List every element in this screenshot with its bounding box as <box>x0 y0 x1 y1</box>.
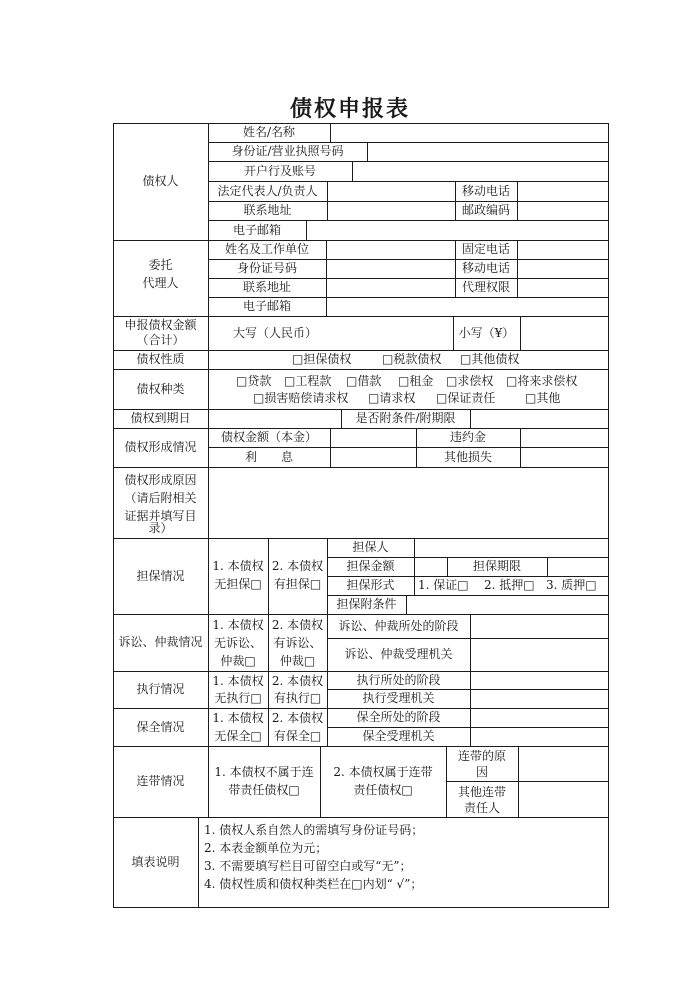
nature-label: 债权性质 <box>136 352 185 366</box>
joint-opt1-line-2[interactable]: 带责任债权□ <box>228 782 300 797</box>
guarantee-conditions-label: 担保附条件 <box>336 597 397 611</box>
preservation-opt1-line-1[interactable]: 1. 本债权 <box>212 710 264 725</box>
creditor-name-label: 姓名/名称 <box>242 125 296 139</box>
cause-input[interactable] <box>208 467 609 539</box>
litigation-opt1-line-1[interactable]: 1. 本债权 <box>212 617 264 632</box>
creditor-postcode-label: 邮政编码 <box>461 203 510 217</box>
kind-option-row2-0[interactable]: □损害赔偿请求权 <box>253 391 349 405</box>
guarantee-period-input[interactable] <box>547 557 609 577</box>
litigation-opt2-line-3[interactable]: 仲裁□ <box>279 653 316 668</box>
instructions-label: 填表说明 <box>131 854 180 869</box>
preservation-opt2-line-2[interactable]: 有保全□ <box>273 728 322 743</box>
litigation-opt2-line-2[interactable]: 有诉讼、 <box>273 635 322 650</box>
cause-label-line-0: 债权形成原因 <box>124 473 197 487</box>
joint-other-label-line-2: 责任人 <box>463 800 500 815</box>
instructions-item-1: 1. 债权人系自然人的需填写身份证号码； <box>204 822 424 837</box>
guarantee-amount-input[interactable] <box>414 557 448 577</box>
formation-interest-input[interactable] <box>330 447 417 468</box>
agent-phone-input[interactable] <box>517 240 609 260</box>
guarantee-opt1-line-1[interactable]: 1. 本债权 <box>212 558 264 573</box>
cause-label-line-3: 录） <box>148 521 173 535</box>
execution-stage-input[interactable] <box>470 671 609 690</box>
execution-opt1-line-2[interactable]: 无执行□ <box>214 691 262 705</box>
litigation-agency-input[interactable] <box>470 638 609 672</box>
kind-option-row1-3[interactable]: □租金 <box>398 374 434 388</box>
creditor-mobile-input[interactable] <box>517 181 609 202</box>
joint-opt1-line-1[interactable]: 1. 本债权不属于连 <box>214 764 314 779</box>
kind-option-row1-2[interactable]: □借款 <box>346 374 382 388</box>
preservation-opt1-line-2[interactable]: 无保全□ <box>214 728 262 743</box>
guarantee-form-label: 担保形式 <box>346 578 395 592</box>
guarantee-period-label: 担保期限 <box>472 559 521 573</box>
due-label: 债权到期日 <box>130 411 191 425</box>
guarantee-form-option-1[interactable]: 2. 抵押□ <box>484 578 535 592</box>
litigation-opt1-line-2[interactable]: 无诉讼、 <box>213 635 262 650</box>
guarantee-form-option-2[interactable]: 3. 质押□ <box>546 578 597 592</box>
kind-label: 债权种类 <box>136 381 185 396</box>
formation-other-loss-input[interactable] <box>520 447 609 468</box>
agent-email-input[interactable] <box>326 297 609 317</box>
creditor-email-label: 电子邮箱 <box>232 222 281 237</box>
guarantee-opt1-line-2[interactable]: 无担保□ <box>214 576 262 591</box>
agent-email-label: 电子邮箱 <box>242 299 291 313</box>
agent-id-label: 身份证号码 <box>236 261 297 275</box>
agent-address-input[interactable] <box>326 278 456 298</box>
creditor-section-label: 债权人 <box>142 174 179 188</box>
guarantee-opt2-line-2[interactable]: 有担保□ <box>273 576 322 591</box>
instructions-item-4: 4. 债权性质和债权种类栏在□内划“ √”； <box>204 876 423 891</box>
joint-reason-input[interactable] <box>518 746 609 782</box>
agent-authority-input[interactable] <box>517 278 609 298</box>
creditor-mobile-label: 移动电话 <box>461 183 510 198</box>
creditor-id-label: 身份证/营业执照号码 <box>231 144 344 158</box>
agent-section-label-1: 委托 <box>148 257 173 272</box>
due-input[interactable] <box>208 409 342 429</box>
preservation-label: 保全情况 <box>136 719 185 734</box>
guarantee-form-option-0[interactable]: 1. 保证□ <box>418 578 469 592</box>
agent-authority-label: 代理权限 <box>461 280 510 294</box>
litigation-stage-label: 诉讼、仲裁所处的阶段 <box>338 618 459 633</box>
joint-reason-label-line-1: 连带的原 <box>457 748 506 763</box>
creditor-id-input[interactable] <box>367 142 609 162</box>
agent-phone-label: 固定电话 <box>461 242 510 256</box>
litigation-agency-label: 诉讼、仲裁受理机关 <box>344 647 453 661</box>
creditor-postcode-input[interactable] <box>517 201 609 221</box>
joint-opt2-line-1[interactable]: 2. 本债权属于连带 <box>333 764 433 779</box>
cause-label-line-2: 证据并填写目 <box>124 509 197 523</box>
due-condition-label: 是否附条件/附期限 <box>355 411 456 425</box>
agent-name-label: 姓名及工作单位 <box>224 242 309 256</box>
joint-label: 连带情况 <box>136 774 185 788</box>
agent-mobile-label: 移动电话 <box>461 261 510 275</box>
execution-opt1-line-1[interactable]: 1. 本债权 <box>212 673 264 688</box>
joint-other-label-line-1: 其他连带 <box>457 784 506 799</box>
formation-other-loss-label: 其他损失 <box>443 449 492 464</box>
guarantor-label: 担保人 <box>352 540 389 554</box>
guarantee-amount-label: 担保金额 <box>346 559 395 573</box>
execution-agency-input[interactable] <box>470 689 609 709</box>
execution-label: 执行情况 <box>136 682 185 696</box>
kind-option-row1-4[interactable]: □求偿权 <box>446 374 494 388</box>
amount-label-line-2: （合计） <box>136 333 185 347</box>
joint-reason-label-line-2: 因 <box>475 764 488 779</box>
kind-option-row1-5[interactable]: □将来求偿权 <box>506 374 578 388</box>
kind-option-row2-2[interactable]: □保证责任 <box>436 391 496 405</box>
agent-name-input[interactable] <box>326 240 456 260</box>
formation-penalty-label: 违约金 <box>449 430 486 444</box>
nature-option-0[interactable]: □担保债权 <box>292 352 352 366</box>
kind-option-row1-0[interactable]: □贷款 <box>236 374 272 388</box>
kind-option-row2-3[interactable]: □其他 <box>525 391 561 405</box>
guarantee-label: 担保情况 <box>136 568 185 583</box>
instructions-item-3: 3. 不需要填写栏目可留空白或写“无”； <box>204 858 412 873</box>
kind-option-row2-1[interactable]: □请求权 <box>368 391 416 405</box>
preservation-stage-label: 保全所处的阶段 <box>356 710 441 724</box>
guarantor-input[interactable] <box>414 538 609 558</box>
guarantee-conditions-input[interactable] <box>406 595 609 615</box>
amount-label-line-1: 申报债权金额 <box>124 318 197 332</box>
creditor-legal-rep-label: 法定代表人/负责人 <box>217 183 318 198</box>
agent-mobile-input[interactable] <box>517 259 609 279</box>
litigation-opt1-line-3[interactable]: 仲裁□ <box>220 653 256 668</box>
execution-opt2-line-1[interactable]: 2. 本债权 <box>271 673 324 688</box>
amount-lower-input[interactable] <box>520 316 609 351</box>
amount-upper-label: 大写（人民币） <box>232 325 317 340</box>
creditor-bank-input[interactable] <box>352 161 609 182</box>
litigation-stage-input[interactable] <box>470 614 609 639</box>
kind-option-row1-1[interactable]: □工程款 <box>284 374 332 388</box>
joint-other-input[interactable] <box>518 781 609 818</box>
guarantee-opt2-line-1[interactable]: 2. 本债权 <box>271 558 324 573</box>
preservation-agency-label: 保全受理机关 <box>362 729 435 743</box>
nature-option-1[interactable]: □税款债权 <box>382 352 442 366</box>
formation-interest-label: 利 息 <box>244 449 293 464</box>
joint-opt2-line-2[interactable]: 责任债权□ <box>353 782 413 797</box>
preservation-stage-input[interactable] <box>470 708 609 728</box>
agent-section-label-2: 代理人 <box>142 275 179 290</box>
nature-option-2[interactable]: □其他债权 <box>460 352 520 366</box>
litigation-opt2-line-1[interactable]: 2. 本债权 <box>271 617 324 632</box>
execution-stage-label: 执行所处的阶段 <box>356 672 441 687</box>
due-condition-input[interactable] <box>470 409 609 429</box>
form-title: 债权申报表 <box>289 96 410 122</box>
cause-label-line-1: （请后附相关 <box>124 491 197 505</box>
litigation-label: 诉讼、仲裁情况 <box>118 635 203 649</box>
instructions-item-2: 2. 本表金额单位为元； <box>204 840 328 855</box>
creditor-email-input[interactable] <box>306 220 609 241</box>
execution-agency-label: 执行受理机关 <box>362 691 435 705</box>
agent-id-input[interactable] <box>326 259 456 279</box>
preservation-agency-input[interactable] <box>470 727 609 747</box>
agent-address-label: 联系地址 <box>242 280 291 294</box>
preservation-opt2-line-1[interactable]: 2. 本债权 <box>271 710 324 725</box>
creditor-name-input[interactable] <box>330 123 609 143</box>
formation-principal-input[interactable] <box>330 428 417 448</box>
execution-opt2-line-2[interactable]: 有执行□ <box>273 691 322 705</box>
formation-penalty-input[interactable] <box>520 428 609 448</box>
formation-principal-label: 债权金额（本金） <box>220 430 317 444</box>
creditor-bank-label: 开户行及账号 <box>243 163 316 178</box>
formation-label: 债权形成情况 <box>124 440 197 454</box>
amount-lower-label: 小写（¥） <box>458 325 515 340</box>
creditor-legal-rep-input[interactable] <box>327 181 456 202</box>
creditor-address-label: 联系地址 <box>243 203 292 217</box>
creditor-address-input[interactable] <box>327 201 456 221</box>
